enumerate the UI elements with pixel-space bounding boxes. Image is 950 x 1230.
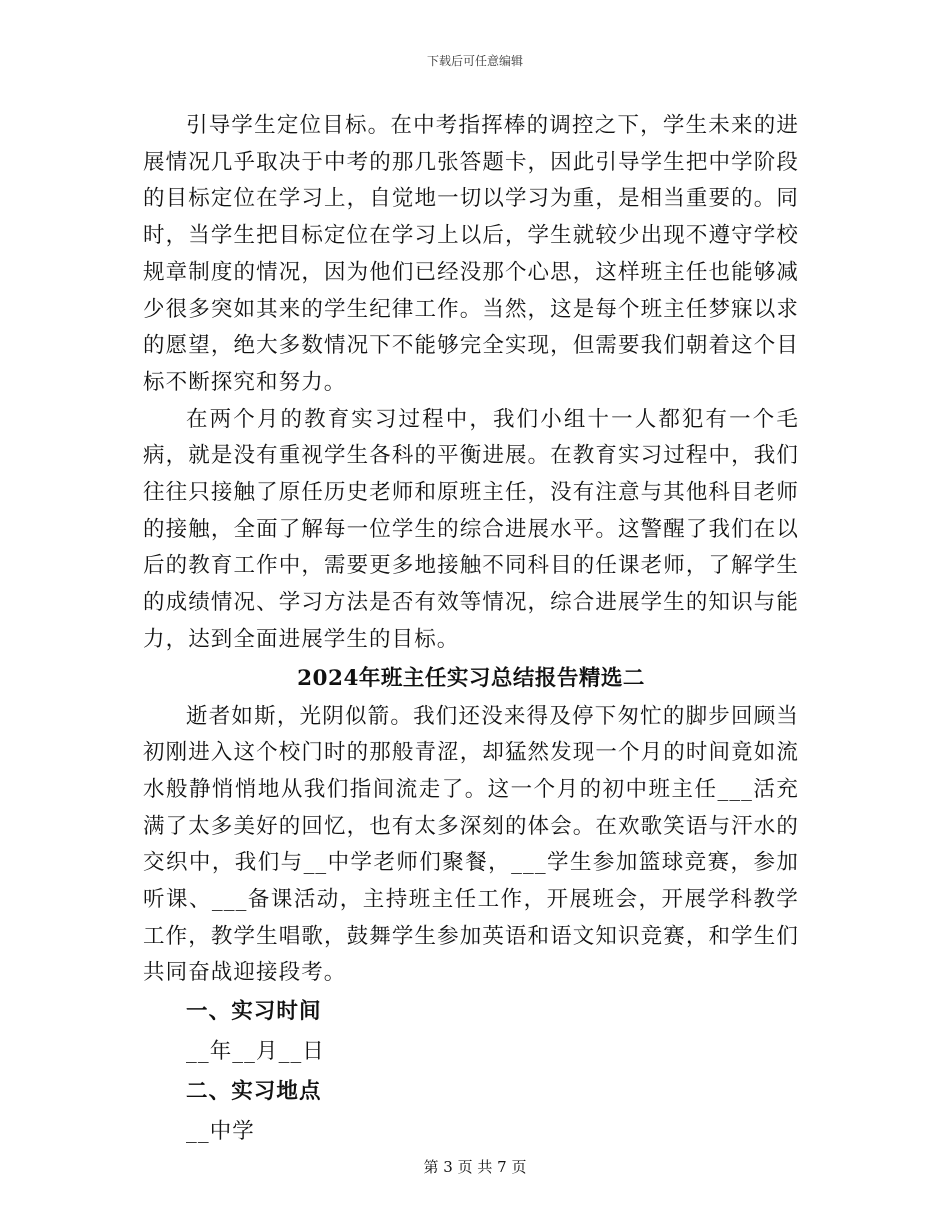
section-heading: 2024年班主任实习总结报告精选二 [297, 665, 645, 691]
internship-time-value: __年__月__日 [186, 1039, 325, 1065]
internship-time-title: 一、实习时间 [186, 999, 322, 1025]
internship-location-title: 二、实习地点 [186, 1079, 322, 1105]
paragraph-balanced-development: 在两个月的教育实习过程中，我们小组十一人都犯有一个毛病，就是没有重视学生各科的平衡进展。在教育实习过程中，我们往往只接触了原任历史老师和原班主任，没有注意与其他科目老师的接触，全面了解每一位学生的综合进展水平。这警醒了我们在以后的教育工作中，需要更多地接触不同科目的任课老师，了解学生的成绩情况、学习方法是否有效等情况，综合进展学生的知识与能力，达到全面进展学生的目标。 [143, 406, 799, 652]
page-number: 第 3 页 共 7 页 [423, 1158, 527, 1176]
document-body [143, 108, 799, 1152]
page-header: 下载后可任意编辑 [426, 54, 523, 68]
internship-location-value: __中学 [186, 1119, 255, 1145]
paragraph-goal-setting: 引导学生定位目标。在中考指挥棒的调控之下，学生未来的进展情况几乎取决于中考的那几张答题卡，因此引导学生把中学阶段的目标定位在学习上，自觉地一切以学习为重，是相当重要的。同时，当学生把目标定位在学习上以后，学生就较少出现不遵守学校规章制度的情况，因为他们已经没那个心思，这样班主任也能够减少很多突如其来的学生纪律工作。当然，这是每个班主任梦寐以求的愿望，绝大多数情况下不能够完全实现，但需要我们朝着这个目标不断探究和努力。 [143, 113, 799, 395]
paragraph-reflection: 逝者如斯，光阴似箭。我们还没来得及停下匆忙的脚步回顾当初刚进入这个校门时的那般青涩，却猛然发现一个月的时间竟如流水般静悄悄地从我们指间流走了。这一个月的初中班主任___活充满了太多美好的回忆，也有太多深刻的体会。在欢歌笑语与汗水的交织中，我们与__中学老师们聚餐，___学生参加篮球竞赛，参加听课、___备课活动，主持班主任工作，开展班会，开展学科教学工作，教学生唱歌，鼓舞学生参加英语和语文知识竞赛，和学生们共同奋战迎接段考。 [143, 703, 799, 986]
